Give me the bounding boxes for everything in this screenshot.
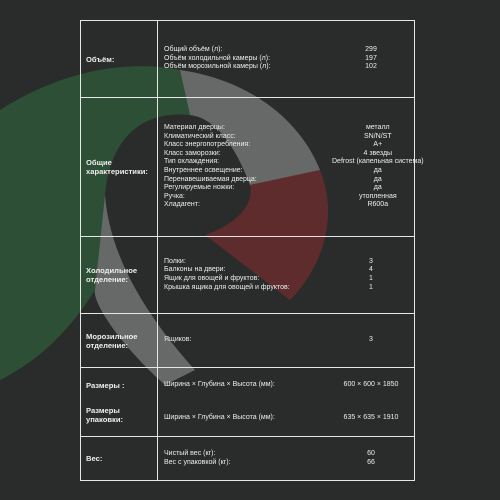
spec-list: [164, 381, 410, 390]
spec-label: Объём холодильной камеры (л):: [164, 54, 271, 62]
spec-label: Ящик для овощей и фруктов:: [164, 275, 260, 282]
spec-value: 4: [369, 266, 373, 274]
spec-section-freezer-compartment: [81, 314, 415, 368]
spec-label: Ящиков:: [164, 336, 192, 344]
spec-label: Чистый вес (кг):: [164, 449, 216, 457]
spec-label: Ширина × Глубина × Высота (мм):: [164, 414, 275, 421]
spec-label: Класс заморозки:: [164, 149, 221, 157]
section-heading: Морозильное отделение:: [81, 314, 158, 368]
spec-label: Балконы на двери:: [164, 266, 226, 274]
spec-value: 635 × 635 × 1910: [343, 414, 399, 421]
spec-label: Общий объём (л):: [164, 46, 223, 54]
section-heading: Объём:: [81, 21, 158, 98]
spec-label: Регулируемые ножки:: [164, 184, 235, 192]
spec-value: 600 × 600 × 1850: [343, 381, 399, 389]
spec-value: 1: [369, 275, 373, 282]
spec-label: Материал дверцы:: [164, 124, 225, 132]
section-heading: Размеры :: [86, 380, 125, 390]
spec-value: A+: [373, 141, 383, 149]
spec-value: 102: [365, 63, 377, 71]
section-heading: Вес:: [81, 437, 158, 481]
spec-label: Класс энергопотребления:: [164, 141, 251, 149]
spec-value: металл: [365, 124, 390, 132]
spec-label: Крышка ящика для овощей и фруктов:: [164, 283, 290, 291]
spec-list: [164, 336, 410, 345]
spec-label: Полки:: [164, 257, 186, 265]
spec-value: утопленная: [358, 192, 397, 200]
section-heading: Общие характеристики:: [81, 98, 158, 237]
spec-label: Климатический класс:: [164, 132, 236, 140]
spec-value: R600a: [367, 201, 389, 209]
spec-label: Ручка:: [164, 192, 185, 200]
spec-label: Перенавешиваемая дверца:: [164, 175, 257, 183]
spec-label: Объём морозильной камеры (л):: [164, 63, 271, 71]
section-heading-secondary: Размеры упаковки:: [86, 405, 124, 424]
spec-label: Тип охлаждения:: [164, 158, 220, 166]
spec-value: 299: [365, 46, 377, 54]
spec-label: Вес с упаковкой (кг):: [164, 458, 231, 466]
spec-value: SN/N/ST: [363, 132, 392, 140]
specifications-table: [80, 20, 424, 481]
spec-value: да: [373, 175, 382, 183]
spec-list: [164, 450, 410, 467]
spec-section-fridge-compartment: [81, 237, 415, 314]
spec-list: [164, 124, 424, 210]
spec-value: 4 звезды: [363, 149, 393, 157]
spec-value: 66: [367, 458, 375, 466]
spec-list: [164, 414, 410, 423]
spec-label: Ширина × Глубина × Высота (мм):: [164, 381, 275, 389]
spec-section-weight: [81, 437, 415, 481]
spec-section-general: [81, 98, 415, 237]
spec-value: 3: [369, 336, 373, 344]
spec-value: 60: [367, 449, 375, 457]
spec-value: 3: [369, 257, 373, 265]
spec-value: да: [373, 184, 382, 192]
spec-label: Внутреннее освещение:: [164, 167, 243, 174]
spec-section-volume: [81, 21, 415, 98]
spec-list: [164, 46, 410, 72]
spec-label: Хладагент:: [164, 201, 200, 209]
spec-list: [164, 258, 410, 292]
spec-value: 197: [365, 54, 377, 62]
spec-value: Defrost (капельная система): [332, 158, 424, 166]
spec-value: да: [373, 167, 382, 174]
spec-section-dimensions: [81, 368, 415, 437]
section-heading: Холодильное отделение:: [81, 237, 158, 314]
spec-value: 1: [369, 283, 373, 291]
